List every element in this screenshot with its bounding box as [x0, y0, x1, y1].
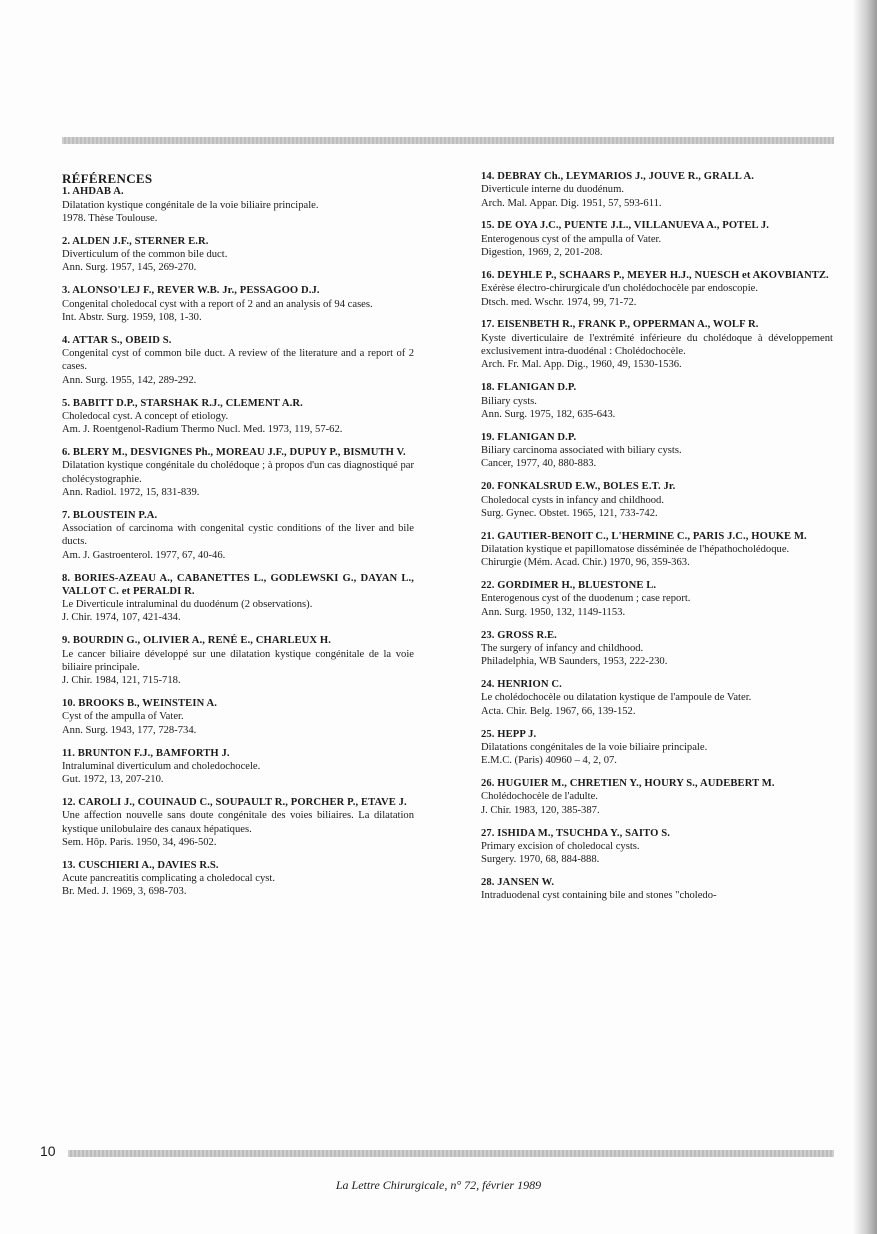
reference-entry [62, 747, 414, 787]
reference-title: Dilatations congénitales de la voie biliaire principale. [481, 741, 708, 753]
reference-entry [481, 530, 833, 570]
reference-authors: 15. DE OYA J.C., PUENTE J.L., VILLANUEVA A., POTEL J. [481, 220, 769, 232]
reference-title: Choledocal cysts in infancy and childhood. [481, 494, 664, 506]
reference-authors: 22. GORDIMER H., BLUESTONE L. [481, 580, 657, 592]
reference-title: Dilatation kystique congénitale de la voie biliaire principale. [62, 199, 319, 211]
reference-authors: 17. EISENBETH R., FRANK P., OPPERMAN A., WOLF R. [481, 319, 759, 331]
reference-source: J. Chir. 1983, 120, 385-387. [481, 804, 600, 816]
reference-title: Choledocal cyst. A concept of etiology. [62, 410, 229, 422]
reference-authors: 8. BORIES-AZEAU A., CABANETTES L., GODLEWSKI G., DAYAN L., VALLOT C. et PERALDI R. [62, 572, 414, 597]
left-column [62, 170, 414, 908]
reference-entry [62, 572, 414, 625]
reference-source: Ann. Surg. 1950, 132, 1149-1153. [481, 606, 626, 618]
reference-authors: 3. ALONSO'LEJ F., REVER W.B. Jr., PESSAGOO D.J. [62, 285, 320, 297]
left-reference-list [62, 185, 414, 898]
reference-source: Ann. Surg. 1943, 177, 728-734. [62, 724, 197, 736]
reference-authors: 7. BLOUSTEIN P.A. [62, 509, 158, 521]
reference-title: Biliary cysts. [481, 395, 537, 407]
reference-authors: 20. FONKALSRUD E.W., BOLES E.T. Jr. [481, 481, 676, 493]
reference-title: Enterogenous cyst of the duodenum ; case report. [481, 593, 691, 605]
reference-title: Congenital choledocal cyst with a report of 2 and an analysis of 94 cases. [62, 298, 373, 310]
top-rule [62, 137, 834, 144]
right-column [481, 170, 833, 912]
reference-entry [481, 876, 833, 903]
reference-title: Exérèse électro-chirurgicale d'un cholédochocèle par endoscopie. [481, 283, 759, 295]
reference-entry [62, 185, 414, 225]
page-edge-shadow [853, 0, 877, 1234]
reference-source: Ann. Surg. 1955, 142, 289-292. [62, 374, 197, 386]
reference-authors: 1. AHDAB A. [62, 186, 124, 198]
reference-entry [481, 219, 833, 259]
reference-authors: 23. GROSS R.E. [481, 629, 557, 641]
reference-entry [62, 284, 414, 324]
page-number: 10 [40, 1143, 56, 1159]
reference-source: Surg. Gynec. Obstet. 1965, 121, 733-742. [481, 507, 658, 519]
reference-title: Primary excision of choledocal cysts. [481, 840, 640, 852]
reference-title: Biliary carcinoma associated with biliary cysts. [481, 445, 682, 457]
reference-entry [481, 480, 833, 520]
reference-title: Dilatation kystique et papillomatose disséminée de l'hépathocholédoque. [481, 543, 790, 555]
reference-source: Arch. Fr. Mal. App. Dig., 1960, 49, 1530-1536. [481, 359, 682, 371]
reference-authors: 26. HUGUIER M., CHRETIEN Y., HOURY S., AUDEBERT M. [481, 778, 775, 790]
reference-title: Intraluminal diverticulum and choledochocele. [62, 760, 261, 772]
reference-title: Cyst of the ampulla of Vater. [62, 711, 184, 723]
reference-entry [481, 431, 833, 471]
reference-entry [62, 509, 414, 562]
reference-title: Une affection nouvelle sans doute congénitale des voies biliaires. La dilatation kystique unilobulaire des canaux hépatiques. [62, 810, 414, 835]
reference-title: Dilatation kystique congénitale du cholédoque ; à propos d'un cas diagnostiqué par cholécystographie. [62, 460, 414, 485]
reference-title: Kyste diverticulaire de l'extrémité inférieure du cholédoque à développement exclusivement intra-duodénal : Cholédochocèle. [481, 332, 833, 358]
reference-title: Congenital cyst of common bile duct. A review of the literature and a report of 2 cases. [62, 348, 414, 373]
reference-source: Am. J. Roentgenol-Radium Thermo Nucl. Med. 1973, 119, 57-62. [62, 424, 343, 436]
reference-entry [62, 697, 414, 737]
reference-entry [481, 728, 833, 768]
reference-title: Enterogenous cyst of the ampulla of Vater. [481, 233, 662, 245]
reference-title: Cholédochocèle de l'adulte. [481, 791, 598, 803]
reference-entry [62, 446, 414, 499]
reference-source: Chirurgie (Mém. Acad. Chir.) 1970, 96, 359-363. [481, 557, 690, 569]
reference-entry [62, 859, 414, 899]
reference-entry [62, 397, 414, 437]
reference-source: Ann. Surg. 1957, 145, 269-270. [62, 262, 197, 274]
reference-source: 1978. Thèse Toulouse. [62, 212, 158, 224]
reference-title: Acute pancreatitis complicating a choledocal cyst. [62, 873, 275, 885]
reference-authors: 9. BOURDIN G., OLIVIER A., RENÉ E., CHARLEUX H. [62, 635, 331, 647]
reference-source: Surgery. 1970, 68, 884-888. [481, 854, 600, 866]
reference-authors: 24. HENRION C. [481, 679, 562, 691]
reference-source: E.M.C. (Paris) 40960 – 4, 2, 07. [481, 755, 617, 767]
reference-authors: 19. FLANIGAN D.P. [481, 431, 577, 443]
reference-authors: 12. CAROLI J., COUINAUD C., SOUPAULT R., PORCHER P., ETAVE J. [62, 797, 407, 809]
reference-entry [481, 579, 833, 619]
reference-authors: 2. ALDEN J.F., STERNER E.R. [62, 235, 209, 247]
reference-source: Int. Abstr. Surg. 1959, 108, 1-30. [62, 311, 202, 323]
reference-entry [481, 318, 833, 371]
reference-source: Philadelphia, WB Saunders, 1953, 222-230. [481, 656, 668, 668]
reference-source: Cancer, 1977, 40, 880-883. [481, 458, 597, 470]
reference-entry [481, 629, 833, 669]
right-reference-list [481, 170, 833, 903]
reference-entry [481, 381, 833, 421]
reference-title: Diverticule interne du duodénum. [481, 184, 624, 196]
reference-source: Ann. Radiol. 1972, 15, 831-839. [62, 486, 200, 498]
reference-authors: 11. BRUNTON F.J., BAMFORTH J. [62, 747, 230, 759]
reference-source: J. Chir. 1974, 107, 421-434. [62, 612, 181, 624]
reference-authors: 4. ATTAR S., OBEID S. [62, 334, 172, 346]
reference-source: Arch. Mal. Appar. Dig. 1951, 57, 593-611. [481, 197, 662, 209]
reference-source: Sem. Hôp. Paris. 1950, 34, 496-502. [62, 837, 217, 848]
reference-title: Association of carcinoma with congenital cystic conditions of the liver and bile ducts. [62, 523, 414, 548]
reference-authors: 18. FLANIGAN D.P. [481, 382, 577, 394]
reference-source: Am. J. Gastroenterol. 1977, 67, 40-46. [62, 549, 226, 561]
reference-title: Intraduodenal cyst containing bile and stones "choledo- [481, 890, 717, 902]
reference-title: Le cholédochocèle ou dilatation kystique de l'ampoule de Vater. [481, 692, 752, 704]
reference-source: Gut. 1972, 13, 207-210. [62, 774, 164, 786]
reference-authors: 21. GAUTIER-BENOIT C., L'HERMINE C., PARIS J.C., HOUKE M. [481, 530, 807, 542]
reference-authors: 16. DEYHLE P., SCHAARS P., MEYER H.J., NUESCH et AKOVBIANTZ. [481, 269, 829, 281]
reference-entry [62, 634, 414, 687]
reference-source: Dtsch. med. Wschr. 1974, 99, 71-72. [481, 296, 637, 308]
reference-authors: 5. BABITT D.P., STARSHAK R.J., CLEMENT A.R. [62, 397, 303, 409]
reference-entry [481, 269, 833, 309]
reference-title: The surgery of infancy and childhood. [481, 642, 644, 654]
reference-entry [481, 678, 833, 718]
reference-entry [481, 170, 833, 210]
reference-authors: 28. JANSEN W. [481, 877, 555, 889]
reference-entry [62, 235, 414, 275]
reference-authors: 10. BROOKS B., WEINSTEIN A. [62, 698, 217, 710]
references-heading: RÉFÉRENCES [62, 171, 153, 186]
reference-entry [481, 777, 833, 817]
reference-title: Le Diverticule intraluminal du duodénum (2 observations). [62, 599, 313, 611]
reference-entry [62, 334, 414, 387]
reference-authors: 25. HEPP J. [481, 728, 537, 740]
reference-source: Digestion, 1969, 2, 201-208. [481, 247, 603, 259]
reference-authors: 6. BLERY M., DESVIGNES Ph., MOREAU J.F., DUPUY P., BISMUTH V. [62, 447, 406, 459]
journal-footer: La Lettre Chirurgicale, n° 72, février 1989 [335, 1178, 542, 1192]
reference-authors: 27. ISHIDA M., TSUCHDA Y., SAITO S. [481, 827, 670, 839]
reference-source: Br. Med. J. 1969, 3, 698-703. [62, 886, 187, 898]
reference-source: Acta. Chir. Belg. 1967, 66, 139-152. [481, 705, 636, 717]
reference-entry [62, 796, 414, 849]
reference-authors: 13. CUSCHIERI A., DAVIES R.S. [62, 859, 219, 871]
reference-authors: 14. DEBRAY Ch., LEYMARIOS J., JOUVE R., GRALL A. [481, 171, 755, 182]
reference-entry [481, 827, 833, 867]
reference-title: Le cancer biliaire développé sur une dilatation kystique congénitale de la voie biliaire principale. [62, 648, 414, 673]
reference-source: Ann. Surg. 1975, 182, 635-643. [481, 408, 616, 420]
reference-source: J. Chir. 1984, 121, 715-718. [62, 675, 181, 687]
bottom-rule [68, 1150, 834, 1157]
reference-title: Diverticulum of the common bile duct. [62, 249, 228, 261]
